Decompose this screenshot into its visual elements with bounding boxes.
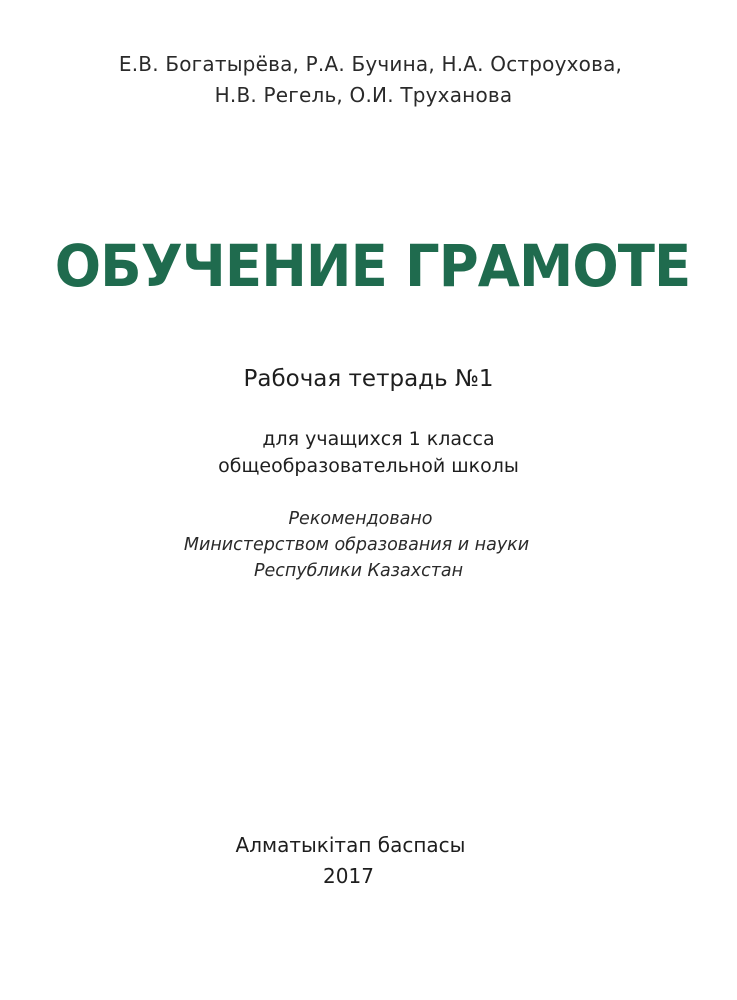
audience-line-1: для учащихся 1 класса <box>262 428 495 450</box>
book-title: ОБУЧЕНИЕ ГРАМОТЕ <box>54 232 691 300</box>
authors-line-1: Е.В. Богатырёва, Р.А. Бучина, Н.А. Остроухова, <box>118 52 623 76</box>
publisher-name: Алматыкітап баспасы <box>235 833 466 857</box>
recommendation-line-3: Республики Казахстан <box>253 561 464 581</box>
recommendation-line-1: Рекомендовано <box>288 509 433 529</box>
audience-line-2: общеобразовательной школы <box>218 455 519 477</box>
publication-year: 2017 <box>323 864 374 888</box>
book-subtitle: Рабочая тетрадь №1 <box>243 366 494 392</box>
authors-line-2: Н.В. Регель, О.И. Труханова <box>214 83 513 107</box>
recommendation-line-2: Министерством образования и науки <box>183 535 530 555</box>
